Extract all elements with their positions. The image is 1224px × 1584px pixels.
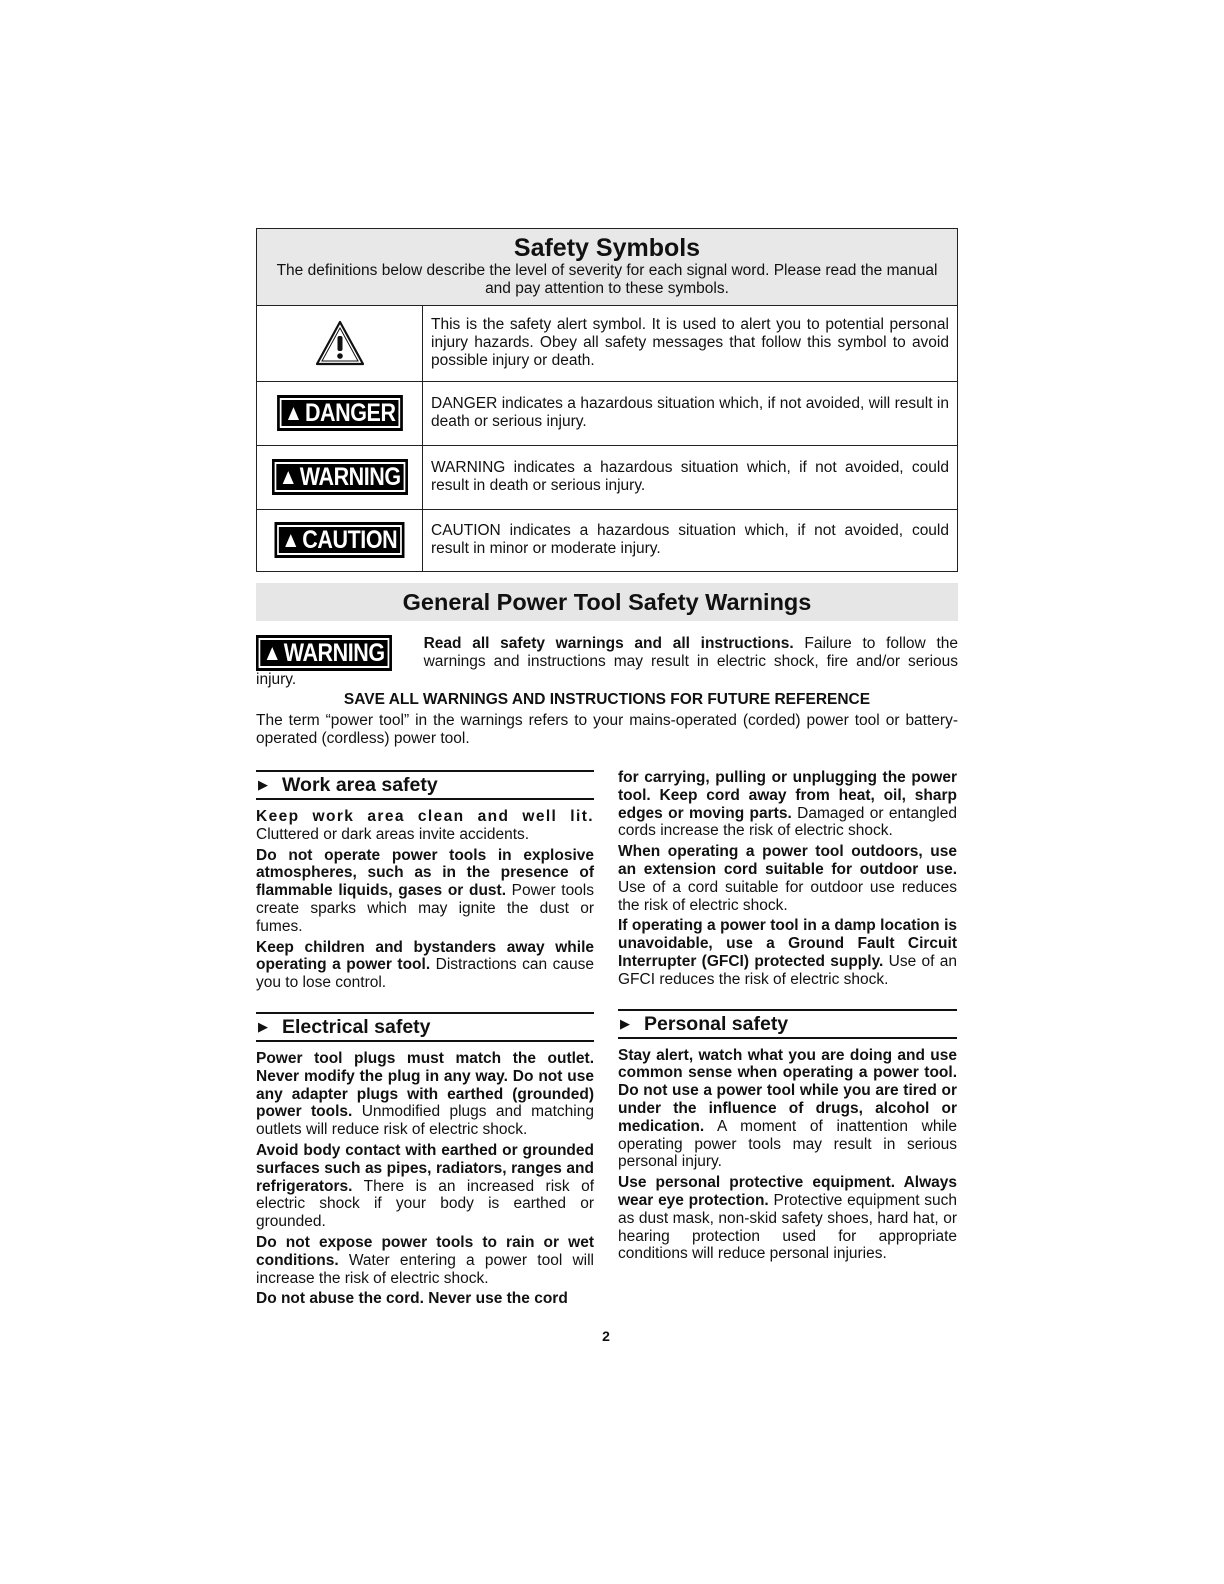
work-area-heading: ▶ Work area safety [256,770,594,800]
list-item: When operating a power tool outdoors, use an extension cord suitable for outdoor use. Use of a cord suitable for outdoor use reduces the risk of electric shock. [618,843,957,914]
intro-warning-label: ▲ WARNING [256,635,392,671]
list-item: Do not operate power tools in explosive atmospheres, such as in the presence of flammable liquids, gases or dust. Power tools create sparks which may ignite the dust or fumes. [256,846,594,935]
list-item: Do not expose power tools to rain or wet conditions. Water entering a power tool will increase the risk of electric shock. [256,1233,594,1287]
intro-rest: Failure to follow the warnings and instructions may result in electric shock, fire and/or serious injury. [256,635,958,688]
symbol-cell [257,509,423,571]
safety-symbols-subtitle: The definitions below describe the level of severity for each signal word. Please read the manual and pay attention to these symbols. [276,262,938,297]
list-item: If operating a power tool in a damp location is unavoidable, use a Ground Fault Circuit Interrupter (GFCI) protected supply. Use of an GFCI reduces the risk of electric shock. [618,917,957,988]
symbol-row-danger [257,381,957,446]
warning-triangle-icon: ▲ [278,464,297,489]
intro-bold: Read all safety warnings and all instructions. [423,635,794,652]
danger-signal-label: ▲ DANGER [277,395,402,431]
list-item: Do not abuse the cord. Never use the cord [256,1290,568,1308]
warning-triangle-icon: ▲ [262,640,282,665]
symbol-description: WARNING indicates a hazardous situation which, if not avoided, could result in death or serious injury. [431,459,949,494]
list-item: Use personal protective equipment. Always wear eye protection. Protective equipment such as dust mask, non-skid safety shoes, hard hat, or hearing protection used for appropriate conditions will reduce personal injuries. [618,1174,958,1263]
general-intro [256,635,958,689]
symbol-cell [257,381,423,445]
personal-heading: ▶ Personal safety [618,1009,957,1039]
list-item: for carrying, pulling or unplugging the power tool. Keep cord away from heat, oil, sharp edges or moving parts. Damaged or entangled cords increase the risk of electric shock. [618,769,957,840]
electrical-heading: ▶ Electrical safety [256,1012,594,1042]
symbol-cell [257,445,423,509]
safety-symbols-table [256,228,958,572]
symbol-description: CAUTION indicates a hazardous situation which, if not avoided, could result in minor or moderate injury. [431,522,949,557]
symbol-cell [257,305,423,381]
list-item: Avoid body contact with earthed or grounded surfaces such as pipes, radiators, ranges and refrigerators. There is an increased risk of electric shock if your body is earthed or grounded. [256,1141,595,1231]
arrow-right-icon: ▶ [258,1018,268,1034]
safety-symbols-header [257,229,957,306]
list-item: Keep children and bystanders away while operating a power tool. Distractions can cause you to lose control. [256,938,594,992]
symbol-description: This is the safety alert symbol. It is used to alert you to potential personal injury hazards. Obey all safety messages that follow this symbol to avoid possible injury or death. [431,316,949,369]
page-number: 2 [602,1328,610,1344]
list-item: Keep work area clean and well lit. Cluttered or dark areas invite accidents. [256,808,594,843]
warning-signal-label: ▲ WARNING [272,459,408,495]
warning-triangle-icon: ▲ [283,400,303,425]
general-warnings-heading: General Power Tool Safety Warnings [256,583,958,621]
term-note: The term “power tool” in the warnings refers to your mains-operated (corded) power tool or battery-operated (cordless) power tool. [256,712,958,747]
symbol-row-warning [257,445,957,510]
arrow-right-icon: ▶ [620,1015,630,1031]
safety-symbols-title: Safety Symbols [513,234,701,262]
list-item: Stay alert, watch what you are doing and use common sense when operating a power tool. Do not use a power tool while you are tired or under the influence of drugs, alcohol or medication. A moment of inattention while operating power tools may result in serious personal injury. [618,1046,957,1171]
symbol-row-alert [257,305,957,382]
warning-triangle-icon: ▲ [281,527,300,552]
right-column [618,769,957,1266]
safety-alert-icon [314,319,366,367]
save-notice: SAVE ALL WARNINGS AND INSTRUCTIONS FOR FUTURE REFERENCE [343,691,871,708]
symbol-description: DANGER indicates a hazardous situation which, if not avoided, will result in death or serious injury. [431,395,949,430]
symbol-row-caution [257,509,957,571]
caution-signal-label: ▲ CAUTION [275,522,405,558]
list-item: Power tool plugs must match the outlet. Never modify the plug in any way. Do not use any adapter plugs with earthed (grounded) power tools. Unmodified plugs and matching outlets will reduce risk of electric shock. [256,1049,594,1139]
left-column [256,770,594,1311]
arrow-right-icon: ▶ [258,777,268,792]
